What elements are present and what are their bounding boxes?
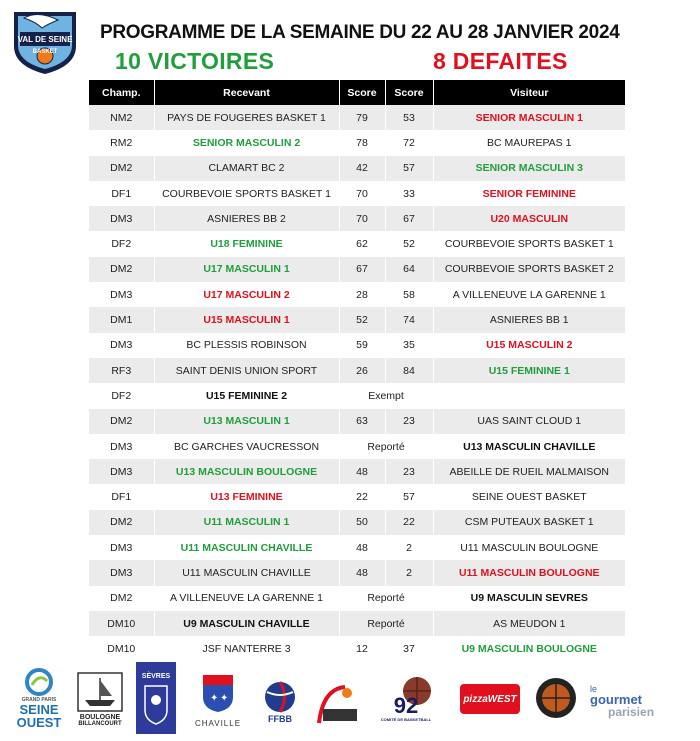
gpso-swirl-icon bbox=[24, 667, 54, 697]
table-row bbox=[89, 358, 625, 383]
cell-champ: RF3 bbox=[89, 358, 154, 383]
cell-score-away: 53 bbox=[385, 105, 433, 130]
ligue-idf-icon bbox=[315, 683, 361, 727]
gourmet-text-parisien: parisien bbox=[608, 704, 655, 719]
losses-count: 8 DEFAITES bbox=[433, 48, 568, 74]
sponsor-basket-circle-logo bbox=[534, 676, 578, 720]
chaville-shield-icon bbox=[201, 673, 235, 713]
cell-champ: DM3 bbox=[89, 560, 154, 585]
wins-count: 10 VICTOIRES bbox=[115, 48, 275, 74]
cell-score-away: 23 bbox=[385, 459, 433, 484]
cell-score-away: 52 bbox=[385, 231, 433, 256]
sponsor-chaville-logo bbox=[188, 666, 248, 734]
table-row bbox=[89, 535, 625, 560]
cell-home-team: U13 FEMININE bbox=[154, 484, 339, 509]
cell-away-team: U13 MASCULIN CHAVILLE bbox=[433, 434, 625, 459]
cell-away-team: A VILLENEUVE LA GARENNE 1 bbox=[433, 282, 625, 307]
cell-away-team: SENIOR MASCULIN 1 bbox=[433, 105, 625, 130]
cell-champ: DM3 bbox=[89, 459, 154, 484]
cell-home-team: U13 MASCULIN 1 bbox=[154, 409, 339, 434]
cell-home-team: U11 MASCULIN CHAVILLE bbox=[154, 560, 339, 585]
cell-score-home: 63 bbox=[339, 409, 385, 434]
sponsor-ffbb-logo bbox=[258, 674, 302, 730]
cell-home-team: PAYS DE FOUGERES BASKET 1 bbox=[154, 105, 339, 130]
cell-away-team: U15 FEMININE 1 bbox=[433, 358, 625, 383]
cell-score-home: 48 bbox=[339, 560, 385, 585]
cell-home-team: CLAMART BC 2 bbox=[154, 156, 339, 181]
logo-text-top: VAL DE SEINE bbox=[17, 35, 73, 44]
cell-score-away: 35 bbox=[385, 333, 433, 358]
cell-home-team: U11 MASCULIN CHAVILLE bbox=[154, 535, 339, 560]
cell-score-home: 50 bbox=[339, 510, 385, 535]
cell-match-status: Reporté bbox=[339, 586, 433, 611]
cell-score-home: 67 bbox=[339, 257, 385, 282]
cell-away-team: BC MAUREPAS 1 bbox=[433, 130, 625, 155]
gourmet-text-le: le bbox=[590, 683, 598, 694]
cell-home-team: U15 FEMININE 2 bbox=[154, 383, 339, 408]
cell-away-team: U11 MASCULIN BOULOGNE bbox=[433, 560, 625, 585]
gpso-text-ouest: OUEST bbox=[16, 715, 62, 730]
cell-champ: DM1 bbox=[89, 307, 154, 332]
cell-away-team: COURBEVOIE SPORTS BASKET 1 bbox=[433, 231, 625, 256]
cell-champ: DM10 bbox=[89, 636, 154, 661]
cell-away-team: SENIOR FEMININE bbox=[433, 181, 625, 206]
table-row bbox=[89, 206, 625, 231]
cell-score-home: 59 bbox=[339, 333, 385, 358]
billancourt-text: BILLANCOURT bbox=[78, 720, 122, 727]
table-row bbox=[89, 434, 625, 459]
cell-champ: DM2 bbox=[89, 257, 154, 282]
sevres-text: SÈVRES bbox=[141, 672, 171, 680]
table-row bbox=[89, 459, 625, 484]
cell-away-team bbox=[433, 383, 625, 408]
cell-away-team: U9 MASCULIN SEVRES bbox=[433, 586, 625, 611]
cell-champ: DM3 bbox=[89, 282, 154, 307]
cell-away-team: SEINE OUEST BASKET bbox=[433, 484, 625, 509]
table-row bbox=[89, 181, 625, 206]
table-row bbox=[89, 510, 625, 535]
cell-home-team: U18 FEMININE bbox=[154, 231, 339, 256]
cell-home-team: ASNIERES BB 2 bbox=[154, 206, 339, 231]
cell-score-away: 33 bbox=[385, 181, 433, 206]
table-row bbox=[89, 484, 625, 509]
cell-score-away: 57 bbox=[385, 484, 433, 509]
cell-score-away: 2 bbox=[385, 560, 433, 585]
table-row bbox=[89, 383, 625, 408]
cell-champ: DM10 bbox=[89, 611, 154, 636]
cell-score-home: 78 bbox=[339, 130, 385, 155]
cell-home-team: SAINT DENIS UNION SPORT bbox=[154, 358, 339, 383]
cell-away-team: COURBEVOIE SPORTS BASKET 2 bbox=[433, 257, 625, 282]
cell-champ: DM2 bbox=[89, 409, 154, 434]
cell-score-away: 22 bbox=[385, 510, 433, 535]
cell-champ: NM2 bbox=[89, 105, 154, 130]
table-row bbox=[89, 560, 625, 585]
cell-champ: DM2 bbox=[89, 586, 154, 611]
cell-champ: DF1 bbox=[89, 484, 154, 509]
cell-score-home: 22 bbox=[339, 484, 385, 509]
table-row bbox=[89, 231, 625, 256]
cell-home-team: COURBEVOIE SPORTS BASKET 1 bbox=[154, 181, 339, 206]
cell-score-away: 84 bbox=[385, 358, 433, 383]
cell-champ: RM2 bbox=[89, 130, 154, 155]
cell-champ: DM3 bbox=[89, 333, 154, 358]
cell-score-away: 37 bbox=[385, 636, 433, 661]
cell-score-away: 74 bbox=[385, 307, 433, 332]
column-header-away: Visiteur bbox=[433, 80, 625, 105]
svg-text:✦: ✦ bbox=[210, 692, 219, 704]
cell-score-home: 28 bbox=[339, 282, 385, 307]
cell-match-status: Exempt bbox=[339, 383, 433, 408]
table-row bbox=[89, 282, 625, 307]
sponsor-boulogne-billancourt-logo bbox=[72, 664, 128, 734]
boulogne-ship-icon bbox=[77, 672, 123, 712]
cell-score-home: 42 bbox=[339, 156, 385, 181]
gpso-text-seine: SEINE bbox=[19, 702, 59, 717]
column-header-score-home: Score bbox=[339, 80, 385, 105]
cell-score-home: 62 bbox=[339, 231, 385, 256]
cell-match-status: Reporté bbox=[339, 434, 433, 459]
cell-champ: DF2 bbox=[89, 383, 154, 408]
chaville-text: CHAVILLE bbox=[194, 718, 242, 728]
cell-away-team: SENIOR MASCULIN 3 bbox=[433, 156, 625, 181]
boulogne-text: BOULOGNE bbox=[79, 713, 121, 721]
column-header-champ: Champ. bbox=[89, 80, 154, 105]
table-row bbox=[89, 636, 625, 661]
cell-champ: DF1 bbox=[89, 181, 154, 206]
cell-home-team: U17 MASCULIN 1 bbox=[154, 257, 339, 282]
table-header-row bbox=[89, 80, 625, 105]
cell-home-team: SENIOR MASCULIN 2 bbox=[154, 130, 339, 155]
cell-away-team: U15 MASCULIN 2 bbox=[433, 333, 625, 358]
table-row bbox=[89, 611, 625, 636]
table-body bbox=[89, 105, 625, 662]
cell-champ: DM3 bbox=[89, 206, 154, 231]
cell-score-away: 58 bbox=[385, 282, 433, 307]
cell-away-team: CSM PUTEAUX BASKET 1 bbox=[433, 510, 625, 535]
ffbb-text: FFBB bbox=[268, 714, 292, 724]
logo-text-bottom: BASKET bbox=[32, 49, 58, 55]
sponsor-ligue-ile-de-france-logo bbox=[314, 682, 362, 728]
cell-champ: DM2 bbox=[89, 156, 154, 181]
table-row bbox=[89, 409, 625, 434]
column-header-score-away: Score bbox=[385, 80, 433, 105]
cell-away-team: AS MEUDON 1 bbox=[433, 611, 625, 636]
cell-score-away: 57 bbox=[385, 156, 433, 181]
gpso-text-top: GRAND PARIS bbox=[21, 697, 57, 703]
cell-away-team: U20 MASCULIN bbox=[433, 206, 625, 231]
basket-circle-icon bbox=[535, 677, 577, 719]
cell-away-team: ASNIERES BB 1 bbox=[433, 307, 625, 332]
sponsor-strip bbox=[0, 660, 700, 740]
cell-home-team: U9 MASCULIN CHAVILLE bbox=[154, 611, 339, 636]
cell-score-home: 26 bbox=[339, 358, 385, 383]
cell-score-away: 23 bbox=[385, 409, 433, 434]
cell-champ: DM3 bbox=[89, 434, 154, 459]
table-row bbox=[89, 257, 625, 282]
cell-score-home: 70 bbox=[339, 206, 385, 231]
cell-home-team: BC PLESSIS ROBINSON bbox=[154, 333, 339, 358]
sevres-crest-icon bbox=[141, 680, 171, 726]
cell-score-home: 12 bbox=[339, 636, 385, 661]
cell-away-team: ABEILLE DE RUEIL MALMAISON bbox=[433, 459, 625, 484]
table-row bbox=[89, 586, 625, 611]
table-row bbox=[89, 333, 625, 358]
sponsor-pizza-west-logo bbox=[460, 684, 520, 714]
cell-away-team: U9 MASCULIN BOULOGNE bbox=[433, 636, 625, 661]
table-row bbox=[89, 307, 625, 332]
cell-home-team: A VILLENEUVE LA GARENNE 1 bbox=[154, 586, 339, 611]
cell-champ: DM2 bbox=[89, 510, 154, 535]
cell-home-team: BC GARCHES VAUCRESSON bbox=[154, 434, 339, 459]
sponsor-sevres-logo bbox=[136, 662, 176, 734]
cell-score-away: 72 bbox=[385, 130, 433, 155]
cell-match-status: Reporté bbox=[339, 611, 433, 636]
table-row bbox=[89, 105, 625, 130]
cell-score-away: 2 bbox=[385, 535, 433, 560]
cell-champ: DF2 bbox=[89, 231, 154, 256]
results-table bbox=[89, 80, 625, 662]
svg-text:✦: ✦ bbox=[220, 692, 229, 704]
comite-92-text: COMITÉ DE BASKETBALL bbox=[380, 716, 432, 722]
cell-away-team: U11 MASCULIN BOULOGNE bbox=[433, 535, 625, 560]
cell-score-away: 67 bbox=[385, 206, 433, 231]
cell-home-team: U11 MASCULIN 1 bbox=[154, 510, 339, 535]
cell-score-home: 48 bbox=[339, 459, 385, 484]
gourmet-text-gourmet: gourmet bbox=[590, 691, 642, 707]
cell-home-team: U15 MASCULIN 1 bbox=[154, 307, 339, 332]
cell-score-home: 79 bbox=[339, 105, 385, 130]
cell-score-home: 70 bbox=[339, 181, 385, 206]
cell-score-away: 64 bbox=[385, 257, 433, 282]
comite-92-number: 92 bbox=[393, 692, 419, 718]
cell-score-home: 52 bbox=[339, 307, 385, 332]
cell-score-home: 48 bbox=[339, 535, 385, 560]
club-logo bbox=[8, 6, 82, 76]
cell-home-team: U17 MASCULIN 2 bbox=[154, 282, 339, 307]
pizza-west-text: pizzaWEST bbox=[463, 693, 517, 705]
page-title: PROGRAMME DE LA SEMAINE DU 22 AU 28 JANVIER 2024 bbox=[100, 22, 620, 43]
sponsor-grand-paris-seine-ouest-logo bbox=[16, 662, 62, 734]
cell-home-team: JSF NANTERRE 3 bbox=[154, 636, 339, 661]
sponsor-le-gourmet-parisien-logo bbox=[590, 676, 690, 726]
cell-away-team: UAS SAINT CLOUD 1 bbox=[433, 409, 625, 434]
cell-home-team: U13 MASCULIN BOULOGNE bbox=[154, 459, 339, 484]
column-header-home: Recevant bbox=[154, 80, 339, 105]
sponsor-comite-92-logo bbox=[374, 662, 438, 734]
cell-champ: DM3 bbox=[89, 535, 154, 560]
table-row bbox=[89, 156, 625, 181]
table-row bbox=[89, 130, 625, 155]
ffbb-ball-icon bbox=[263, 680, 297, 714]
